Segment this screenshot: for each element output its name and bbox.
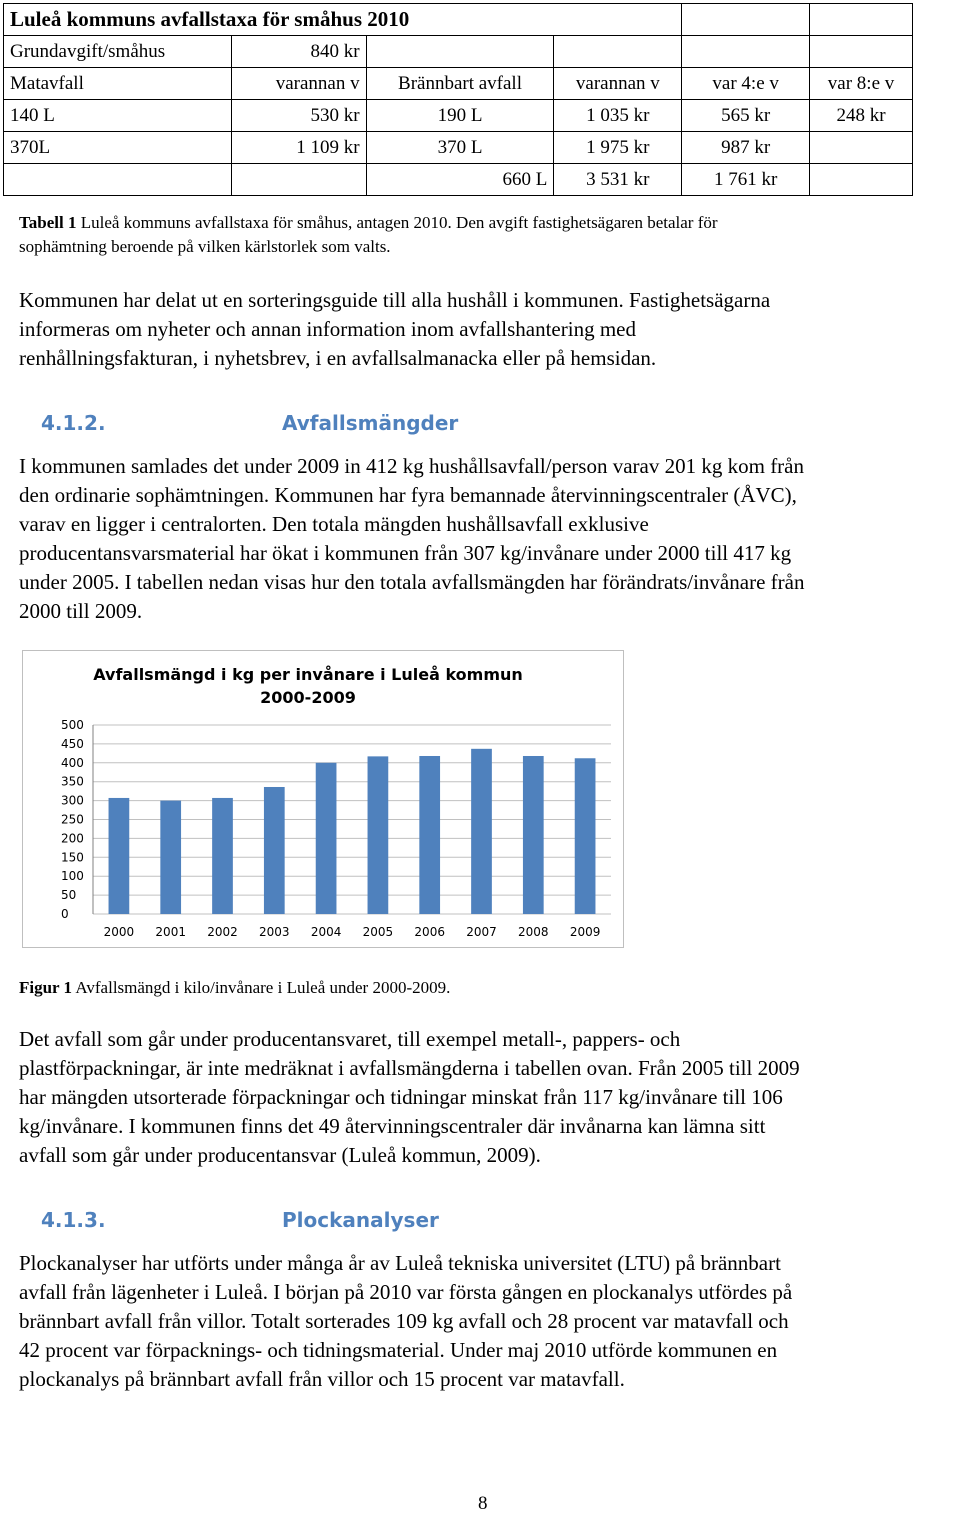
x-tick-label: 2000	[103, 925, 135, 939]
bar	[316, 763, 337, 914]
table-title: Luleå kommuns avfallstaxa för småhus 2010	[4, 4, 554, 36]
x-tick-label: 2006	[414, 925, 445, 939]
x-tick-label: 2007	[466, 925, 497, 939]
text-line: renhållningsfakturan, i nyhetsbrev, i en avfallsalmanacka eller på hemsidan.	[19, 346, 657, 370]
bar	[109, 798, 130, 914]
section-title: Avfallsmängder	[282, 411, 459, 435]
table-cell: 1 975 kr	[554, 132, 682, 164]
table-cell: 3 531 kr	[554, 164, 682, 196]
table-cell: 1 035 kr	[554, 100, 682, 132]
y-tick-label: 0	[61, 907, 69, 921]
table-row	[4, 100, 913, 132]
table-cell: Matavfall	[4, 68, 232, 100]
bar-chart	[22, 650, 624, 948]
y-tick-label: 400	[61, 755, 84, 770]
paragraph	[19, 1025, 800, 1170]
caption-label: Tabell 1	[19, 213, 77, 232]
x-tick-label: 2002	[207, 925, 238, 939]
x-tick-label: 2009	[569, 925, 601, 939]
paragraph	[19, 1249, 792, 1394]
text-line: avfall som går under producentansvar (Luleå kommun, 2009).	[19, 1143, 541, 1167]
text-line: kg/invånare. I kommunen finns det 49 återvinningscentraler där invånarna kan lämna sitt	[19, 1114, 766, 1138]
paragraph	[19, 452, 804, 626]
section-title: Plockanalyser	[282, 1208, 439, 1232]
table-cell: 190 L	[366, 100, 554, 132]
table-caption	[19, 211, 718, 259]
table-row	[4, 68, 913, 100]
bar	[160, 801, 181, 914]
table-cell: 370 L	[366, 132, 554, 164]
caption-text: sophämtning beroende på vilken kärlstorlek som valts.	[19, 237, 391, 256]
table-cell: varannan v	[554, 68, 682, 100]
x-tick-label: 2005	[362, 925, 394, 939]
text-line: Det avfall som går under producentansvaret, till exempel metall-, pappers- och	[19, 1027, 681, 1051]
y-tick-label: 500	[61, 718, 84, 732]
text-line: den ordinarie sophämtningen. Kommunen har fyra bemannade återvinningscentraler (ÅVC),	[19, 483, 797, 507]
table-cell: 565 kr	[682, 100, 810, 132]
table-cell: 248 kr	[810, 100, 913, 132]
text-line: under 2005. I tabellen nedan visas hur den totala avfallsmängden har förändrats/invånare från	[19, 570, 805, 594]
bar	[419, 756, 440, 914]
y-tick-label: 200	[61, 831, 84, 846]
text-line: har mängden utsorterade förpackningar och tidningar minskat från 117 kg/invånare till 106	[19, 1085, 783, 1109]
y-tick-label: 250	[61, 812, 84, 827]
chart-plot	[23, 651, 623, 947]
bar	[575, 758, 596, 914]
table-row	[4, 36, 913, 68]
section-number: 4.1.3.	[41, 1208, 106, 1232]
text-line: 2000 till 2009.	[19, 599, 143, 623]
bar	[264, 787, 285, 914]
table-cell: 660 L	[366, 164, 554, 196]
x-tick-label: 2004	[310, 925, 342, 939]
y-tick-label: 50	[61, 888, 77, 903]
y-tick-label: 350	[61, 774, 84, 789]
text-line: I kommunen samlades det under 2009 in 412 kg hushållsavfall/person varav 201 kg kom från	[19, 454, 804, 478]
bar	[212, 798, 233, 914]
table-cell: Brännbart avfall	[366, 68, 554, 100]
bar	[471, 749, 492, 914]
text-line: varav en ligger i centralorten. Den totala mängden hushållsavfall exklusive	[19, 512, 649, 536]
table-cell: var 8:e v	[810, 68, 913, 100]
y-tick-label: 450	[61, 736, 84, 751]
text-line: Kommunen har delat ut en sorteringsguide till alla hushåll i kommunen. Fastighetsägarna	[19, 288, 771, 312]
x-tick-label: 2008	[518, 925, 549, 939]
section-number: 4.1.2.	[41, 411, 106, 435]
chart-title: Avfallsmängd i kg per invånare i Luleå kommun 2000-2009	[93, 665, 523, 707]
table-cell: 987 kr	[682, 132, 810, 164]
fee-table	[3, 3, 913, 196]
text-line: producentansvarsmaterial har ökat i kommunen från 307 kg/invånare under 2000 till 417 kg	[19, 541, 792, 565]
table-cell: 530 kr	[231, 100, 366, 132]
caption-text: Luleå kommuns avfallstaxa för småhus, antagen 2010. Den avgift fastighetsägaren betalar för	[76, 213, 718, 232]
table-cell: Grundavgift/småhus	[4, 36, 232, 68]
table-cell: 1 761 kr	[682, 164, 810, 196]
text-line: plockanalys på brännbart avfall från villor och 15 procent var matavfall.	[19, 1367, 625, 1391]
table-cell: 1 109 kr	[231, 132, 366, 164]
y-tick-label: 300	[61, 793, 84, 808]
text-line: 42 procent var förpacknings- och tidningsmaterial. Under maj 2010 utförde kommunen en	[19, 1338, 778, 1362]
x-tick-label: 2003	[259, 925, 290, 939]
text-line: avfall från lägenheter i Luleå. I början på 2010 var första gången en plockanalys utfördes på	[19, 1280, 793, 1304]
figure-label: Figur 1	[19, 978, 73, 997]
table-cell: 140 L	[4, 100, 232, 132]
paragraph	[19, 286, 770, 373]
text-line: Plockanalyser har utförts under många år av Luleå tekniska universitet (LTU) på brännbart	[19, 1251, 781, 1275]
bar	[523, 756, 544, 914]
table-cell: 840 kr	[231, 36, 366, 68]
table-cell: var 4:e v	[682, 68, 810, 100]
x-tick-label: 2001	[155, 925, 186, 939]
table-cell: varannan v	[231, 68, 366, 100]
y-tick-label: 100	[61, 869, 84, 884]
y-tick-label: 150	[61, 850, 84, 865]
page-number: 8	[478, 1493, 488, 1514]
table-row	[4, 164, 913, 196]
text-line: brännbart avfall från villor. Totalt sorterades 109 kg avfall och 28 procent var matavfall och	[19, 1309, 789, 1333]
figure-text: Avfallsmängd i kilo/invånare i Luleå under 2000-2009.	[72, 978, 451, 997]
table-cell: 370L	[4, 132, 232, 164]
figure-caption	[19, 976, 450, 1000]
text-line: plastförpackningar, är inte medräknat i avfallsmängderna i tabellen ovan. Från 2005 till 2009	[19, 1056, 800, 1080]
bar	[368, 756, 389, 914]
text-line: informeras om nyheter och annan information inom avfallshantering med	[19, 317, 636, 341]
table-row	[4, 132, 913, 164]
